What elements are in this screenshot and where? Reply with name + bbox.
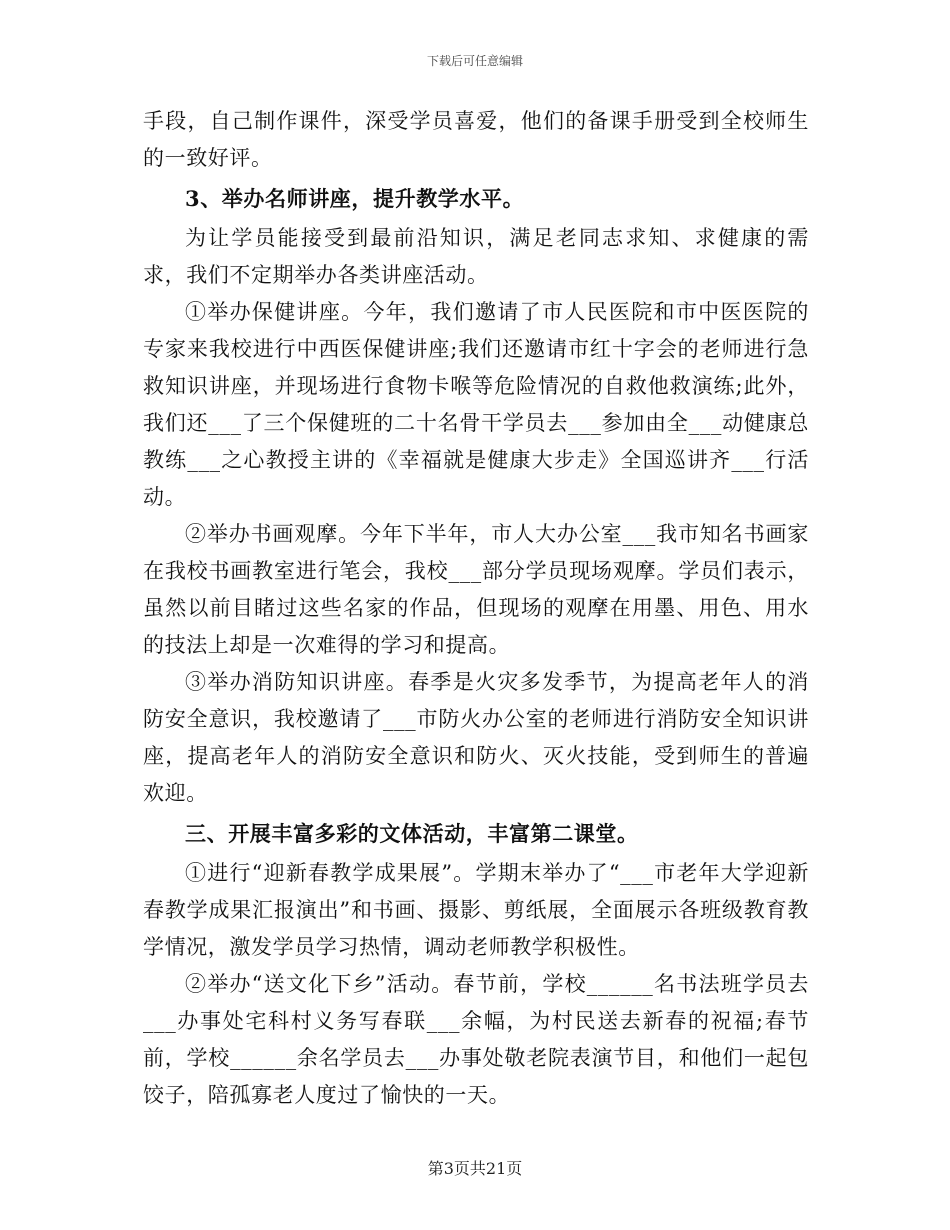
paragraph-health-lecture: ①举办保健讲座。今年，我们邀请了市人民医院和市中医医院的专家来我校进行中西医保健讲座;我们还邀请市红十字会的老师进行急救知识讲座，并现场进行食物卡喉等危险情况的自救他救演练;此外，我们还___了三个保健班的二十名骨干学员去___参加由全___动健康总教练___之心教授主讲的《幸福就是健康大步走》全国巡讲齐___行活动。 [143,300,809,509]
paragraph-culture-to-countryside: ②举办“送文化下乡”活动。春节前，学校______名书法班学员去___办事处宅科村义务写春联___余幅，为村民送去新春的祝福;春节前，学校______余名学员去___办事处敬老院表演节目，和他们一起包饺子，陪孤寡老人度过了愉快的一天。 [143,972,809,1107]
paragraph-fire-safety-lecture: ③举办消防知识讲座。春季是火灾多发季节，为提高老年人的消防安全意识，我校邀请了___市防火办公室的老师进行消防安全知识讲座，提高老年人的消防安全意识和防火、灭火技能，受到师生的普遍欢迎。 [143,670,809,805]
page-header: 下载后可任意编辑 [426,54,523,68]
paragraph-spring-exhibition: ①进行“迎新春教学成果展”。学期末举办了“___市老年大学迎新春教学成果汇报演出”和书画、摄影、剪纸展，全面展示各班级教育教学情况，激发学员学习热情，调动老师教学积极性。 [143,861,809,959]
page-number: 第3页共21页 [427,1159,523,1178]
section-heading-activities: 三、开展丰富多彩的文体活动，丰富第二课堂。 [185,821,639,846]
paragraph-continuation: 手段，自己制作课件，深受学员喜爱，他们的备课手册受到全校师生的一致好评。 [143,109,809,170]
paragraph-calligraphy-observation: ②举办书画观摩。今年下半年，市人大办公室___我市知名书画家在我校书画教室进行笔会，我校___部分学员现场观摩。学员们表示，虽然以前目睹过这些名家的作品，但现场的观摩在用墨、用色、用水的技法上却是一次难得的学习和提高。 [143,522,809,657]
document-body [143,103,809,1114]
paragraph-lectures-intro: 为让学员能接受到最前沿知识，满足老同志求知、求健康的需求，我们不定期举办各类讲座活动。 [143,226,809,287]
section-heading-lectures: 3、举办名师讲座，提升教学水平。 [185,186,525,211]
